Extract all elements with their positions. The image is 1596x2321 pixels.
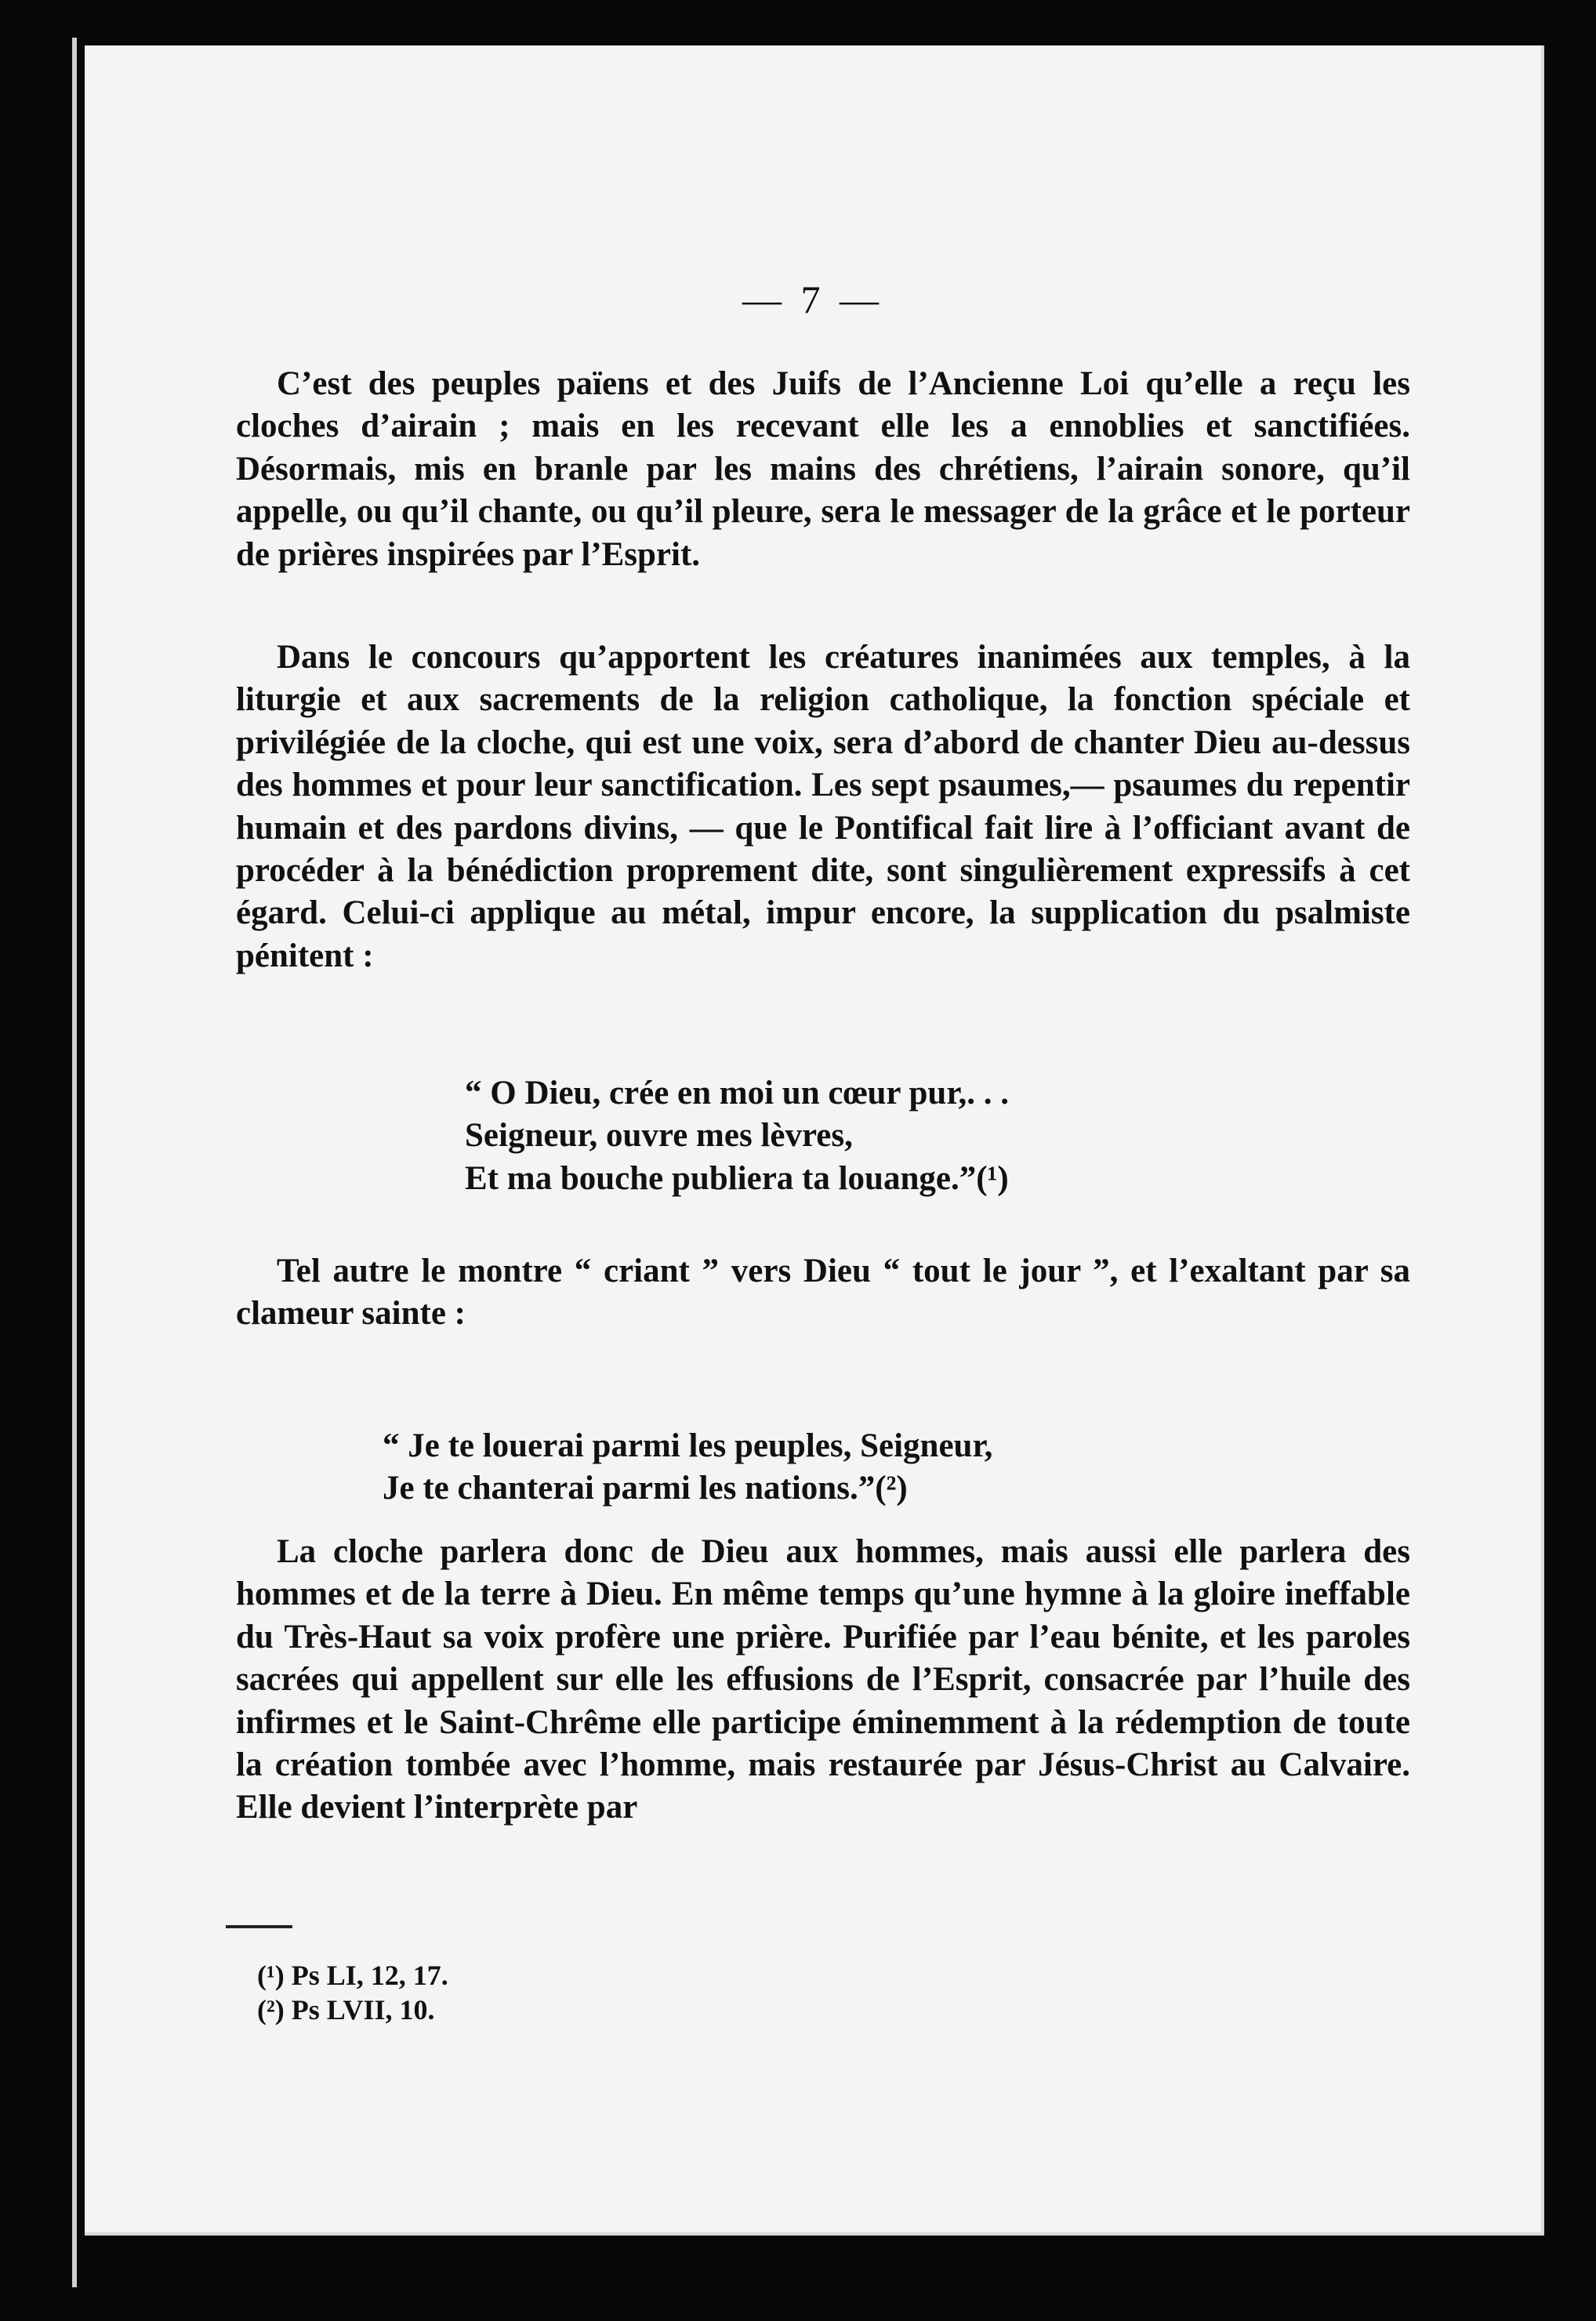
psalm-quote-1 — [465, 1072, 1009, 1200]
paragraph-1: C’est des peuples païens et des Juifs de l’Ancienne Loi qu’elle a reçu les cloches d’airain ; mais en les recevant elle les a ennoblies et sanctifiées. Désormais, mis en branle par les mains des chrétiens, l’airain sonore, qu’il appelle, ou qu’il chante, ou qu’il pleure, sera le messager de la grâce et le porteur de prières inspirées par l’Esprit. — [236, 365, 1410, 573]
psalm-quote-2 — [383, 1425, 992, 1510]
paragraph-2: Dans le concours qu’apportent les créatures inanimées aux temples, à la liturgie et aux sacrements de la religion catholique, la fonction spéciale et privilégiée de la cloche, qui est une voix, sera d’abord de chanter Dieu au-dessus des hommes et pour leur sanctification. Les sept psaumes,— psaumes du repentir humain et des pardons divins, — que le Pontifical fait lire à l’officiant avant de procéder à la bénédiction proprement dite, sont singulièrement expressifs à cet égard. Celui-ci applique au métal, impur encore, la supplication du psalmiste pénitent : — [236, 639, 1410, 974]
footnote-divider — [226, 1925, 292, 1928]
document-page — [85, 45, 1544, 2236]
footnote-1: (¹) Ps LI, 12, 17. — [257, 1960, 448, 1991]
quote-line: Et ma bouche publiera ta louange.”(¹) — [465, 1159, 1009, 1197]
page-number: — 7 — — [742, 277, 883, 321]
footnotes — [257, 1958, 448, 2027]
left-margin-rule — [72, 38, 77, 2287]
paragraph-3: Tel autre le montre “ criant ” vers Dieu “ tout le jour ”, et l’exaltant par sa clameur sainte : — [236, 1253, 1410, 1333]
quote-line: Seigneur, ouvre mes lèvres, — [465, 1117, 853, 1155]
quote-line: Je te chanterai parmi les nations.”(²) — [383, 1470, 908, 1507]
quote-line: “ Je te louerai parmi les peuples, Seigneur, — [383, 1427, 993, 1464]
footnote-2: (²) Ps LVII, 10. — [257, 1994, 435, 2025]
paragraph-4: La cloche parlera donc de Dieu aux hommes, mais aussi elle parlera des hommes et de la terre à Dieu. En même temps qu’une hymne à la gloire ineffable du Très-Haut sa voix profère une prière. Purifiée par l’eau bénite, et les paroles sacrées qui appellent sur elle les effusions de l’Esprit, consacrée par l’huile des infirmes et le Saint-Chrême elle participe éminemment à la rédemption de toute la création tombée avec l’homme, mais restaurée par Jésus-Christ au Calvaire. Elle devient l’interprète par — [236, 1533, 1410, 1826]
quote-line: “ O Dieu, crée en moi un cœur pur,. . . — [465, 1075, 1009, 1112]
